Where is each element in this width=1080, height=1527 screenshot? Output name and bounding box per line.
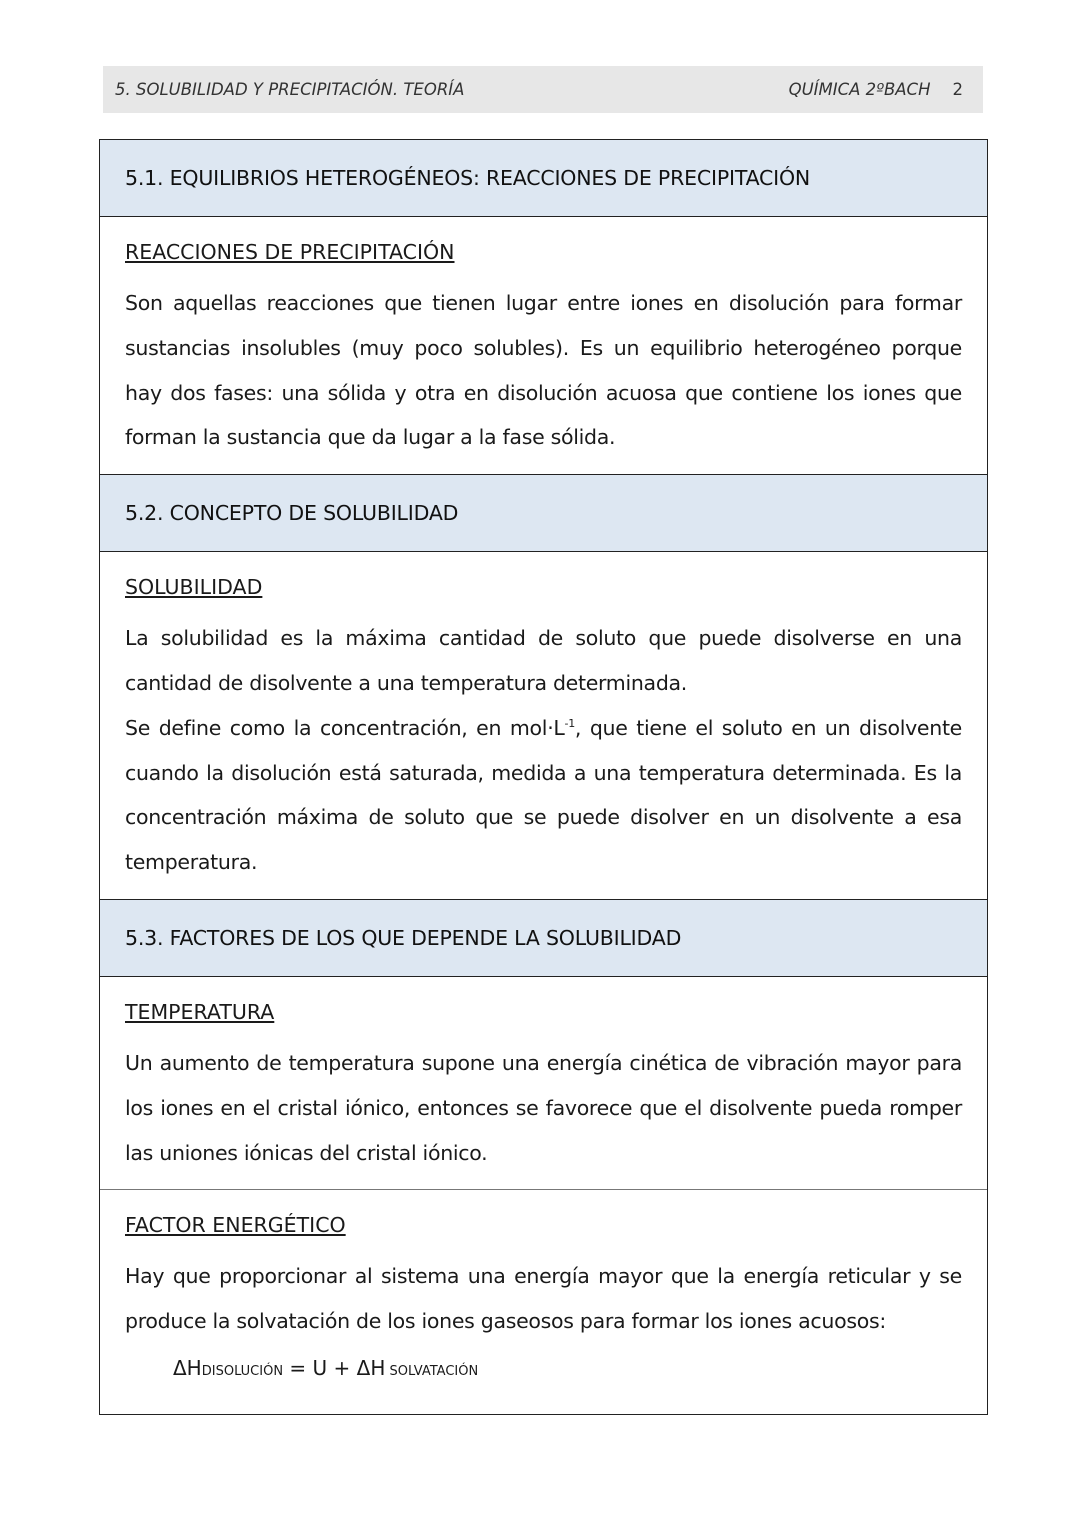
header-right	[789, 80, 963, 99]
section-body-factor-energetico	[100, 1190, 987, 1414]
header-chapter-title: 5. SOLUBILIDAD Y PRECIPITACIÓN. TEORÍA	[115, 80, 465, 99]
formula-rhs-subscript: SOLVATACIÓN	[385, 1363, 479, 1379]
text-part: Se define como la concentración, en mol·L	[125, 715, 565, 740]
section-title-5-1: 5.1. EQUILIBRIOS HETEROGÉNEOS: REACCIONES DE PRECIPITACIÓN	[100, 140, 987, 217]
subheading-solubilidad: SOLUBILIDAD	[125, 575, 263, 600]
section-body-5-1	[100, 217, 987, 475]
formula-entalpia-disolucion	[125, 1346, 962, 1394]
section-title-5-3: 5.3. FACTORES DE LOS QUE DEPENDE LA SOLUBILIDAD	[100, 900, 987, 977]
page-number: 2	[952, 80, 963, 99]
text-part: , que tiene el soluto en un disolvente cuando la disolución está saturada, medida a una temperatura determinada. Es la concentración máxima de soluto que se puede disolver en un disolvente a esa temperatura.	[125, 715, 962, 875]
subheading-factor-energetico: FACTOR ENERGÉTICO	[125, 1213, 346, 1238]
superscript: -1	[564, 716, 575, 730]
paragraph-solubilidad-def: La solubilidad es la máxima cantidad de soluto que puede disolverse en una cantidad de disolvente a una temperatura determinada.	[125, 626, 962, 695]
subheading-reacciones-precipitacion: REACCIONES DE PRECIPITACIÓN	[125, 240, 455, 264]
page-header	[103, 66, 983, 113]
section-title-5-2: 5.2. CONCEPTO DE SOLUBILIDAD	[100, 475, 987, 552]
formula-lhs: ΔH	[173, 1355, 202, 1380]
formula-lhs-subscript: DISOLUCIÓN	[201, 1363, 284, 1379]
section-body-temperatura	[100, 977, 987, 1190]
section-body-5-2	[100, 552, 987, 900]
content-table	[99, 139, 988, 1415]
subheading-temperatura: TEMPERATURA	[125, 999, 275, 1024]
paragraph-solubilidad-concentracion	[125, 706, 962, 885]
header-subject: QUÍMICA 2ºBACH	[788, 80, 931, 99]
paragraph-reacciones: Son aquellas reacciones que tienen lugar entre iones en disolución para formar sustancias insolubles (muy poco solubles). Es un equilibrio heterogéneo porque hay dos fases: una sólida y otra en disolución acuosa que contiene los iones que forman la sustancia que da lugar a la fase sólida.	[125, 291, 962, 450]
formula-middle: = U + ΔH	[283, 1355, 386, 1380]
paragraph-temperatura: Un aumento de temperatura supone una energía cinética de vibración mayor para los iones en el cristal iónico, entonces se favorece que el disolvente pueda romper las uniones iónicas del cristal iónico.	[125, 1050, 962, 1165]
paragraph-factor-energetico: Hay que proporcionar al sistema una energía mayor que la energía reticular y se produce la solvatación de los iones gaseosos para formar los iones acuosos:	[125, 1264, 962, 1334]
